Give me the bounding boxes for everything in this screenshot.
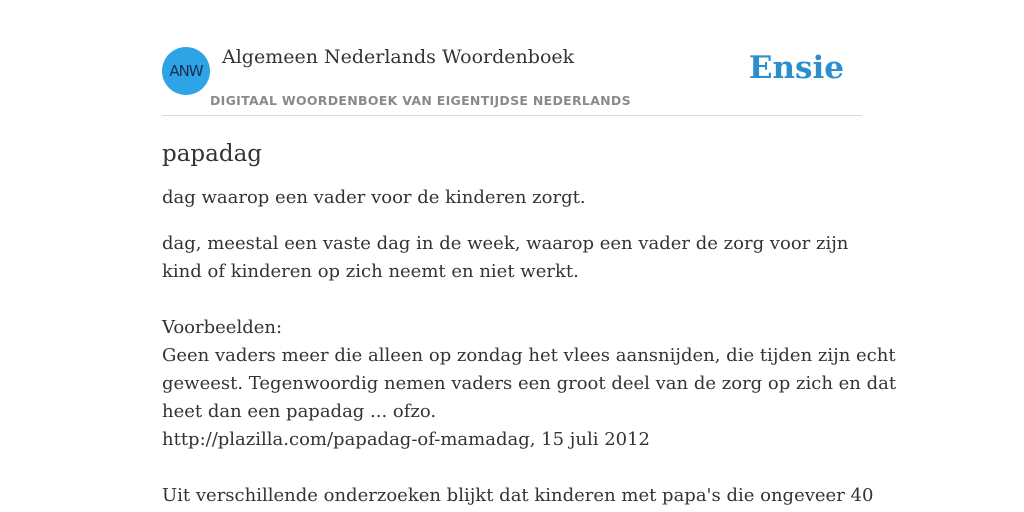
entry-content: [162, 136, 897, 510]
ensie-brand-link[interactable]: Ensie: [748, 50, 844, 86]
short-definition: dag waarop een vader voor de kinderen zorgt.: [162, 187, 586, 208]
site-header: [162, 40, 862, 116]
long-definition: dag, meestal een vaste dag in de week, waarop een vader de zorg voor zijn kind of kinderen op zich neemt en niet werkt.: [162, 233, 849, 282]
example-line: geweest. Tegenwoordig nemen vaders een groot deel van de zorg op zich en dat: [162, 373, 897, 394]
site-title[interactable]: Algemeen Nederlands Woordenboek: [222, 46, 575, 68]
entry-headword: papadag: [162, 141, 263, 167]
site-subtitle: DIGITAAL WOORDENBOEK VAN EIGENTIJDSE NEDERLANDS: [210, 93, 631, 108]
spacer: [162, 454, 862, 482]
examples-label: Voorbeelden:: [162, 317, 283, 338]
example-line: Geen vaders meer die alleen op zondag het vlees aansnijden, die tijden zijn echt: [162, 345, 896, 366]
spacer: [162, 286, 862, 314]
anw-logo[interactable]: ANW: [162, 47, 210, 95]
example-line: heet dan een papadag ... ofzo.: [162, 401, 437, 422]
example-line: Uit verschillende onderzoeken blijkt dat kinderen met papa's die ongeveer 40: [162, 485, 874, 506]
example-source: http://plazilla.com/papadag-of-mamadag, 15 juli 2012: [162, 429, 651, 450]
